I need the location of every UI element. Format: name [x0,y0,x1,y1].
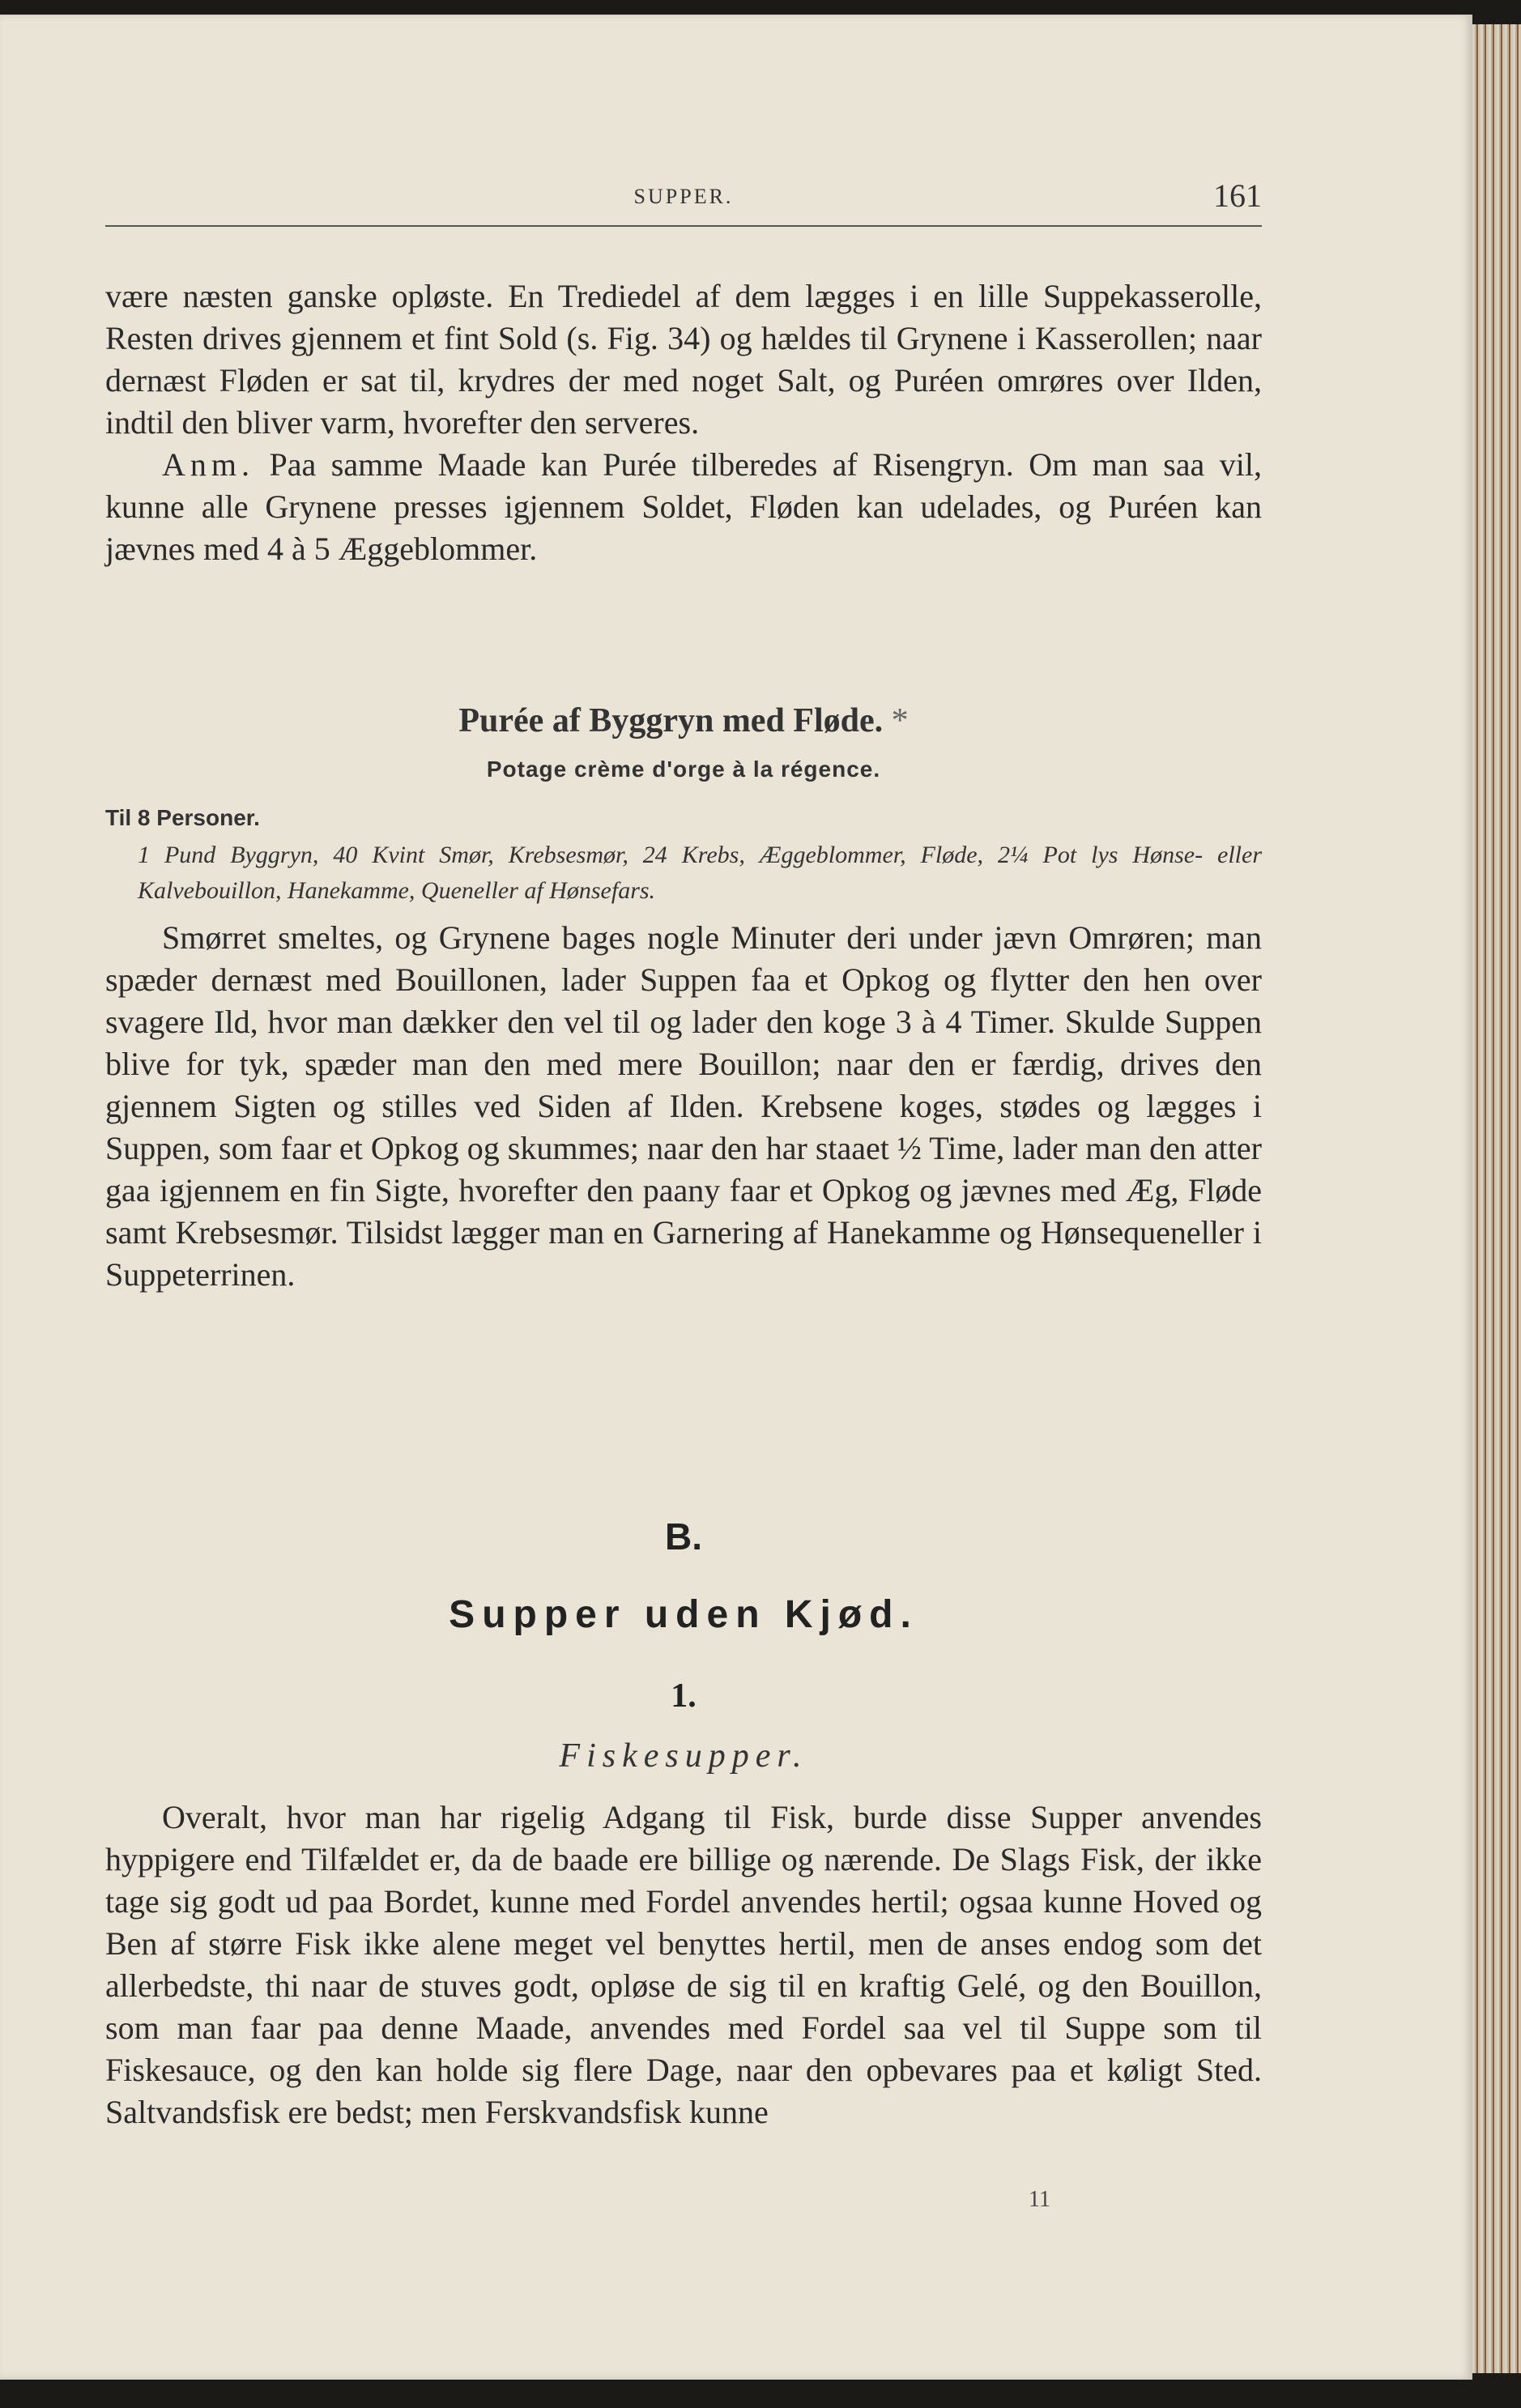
page-edges [1472,24,1521,2373]
section-letter: B. [665,1515,702,1558]
recipe-star: * [891,702,909,739]
method-paragraph: Smørret smeltes, og Grynene bages nogle Minuter deri under jævn Omrøren; man spæder dernæst med Bouillonen, lader Suppen faa et Opkog og flytter den hen over svagere Ild, hvor man dækker den vel til og lader den koge 3 à 4 Timer. Skulde Suppen blive for tyk, spæder man den med mere Bouillon; naar den er færdig, drives den gjennem Sigten og stilles ved Siden af Ilden. Krebsene koges, stødes og lægges i Suppen, som faar et Opkog og skummes; naar den har staaet ½ Time, lader man den atter gaa igjennem en fin Sigte, hvorefter den paany faar et Opkog og jævnes med Æg, Fløde samt Krebsesmør. Tilsidst lægger man en Garnering af Hanekamme og Hønsequeneller i Suppeterrinen. [105,919,1262,1293]
recipe-title-line [105,701,1262,740]
signature-mark: 11 [1029,2187,1050,2212]
note-paragraph [105,444,1262,570]
fish-paragraph: Overalt, hvor man har rigelig Adgang til Fisk, burde disse Supper anvendes hyppigere end Tilfældet er, da de baade ere billige og nærende. De Slags Fisk, der ikke tage sig godt ud paa Bordet, kunne med Fordel anvendes hertil; ogsaa kunne Hoved og Ben af større Fisk ikke alene meget vel benyttes hertil, men de anses endog som det allerbedste, thi naar de stuves godt, opløse de sig til en kraftig Gelé, og den Bouillon, som man faar paa denne Maade, anvendes med Fordel saa vel til Suppe som til Fiskesauce, og den kan holde sig flere Dage, naar den opbevares paa et køligt Sted. Saltvandsfisk ere bedst; men Ferskvandsfisk kunne [105,1799,1262,2130]
subsection-title: Fiskesupper. [559,1737,808,1775]
intro-paragraph: være næsten ganske opløste. En Trediedel af dem lægges i en lille Suppekasserolle, Resten drives gjennem et fint Sold (s. Fig. 34) og hældes til Grynene i Kasserollen; naar dernæst Fløden er sat til, krydres der med noget Salt, og Puréen omrøres over Ilden, indtil den bliver varm, hvorefter den serveres. [105,278,1262,441]
recipe-method [105,917,1262,1296]
running-head: SUPPER. [633,185,734,208]
recipe-ingredients: 1 Pund Byggryn, 40 Kvint Smør, Krebsesmør, 24 Krebs, Æggeblommer, Fløde, 2¼ Pot lys Hønse- eller Kalvebouillon, Hanekamme, Queneller af Hønsefars. [138,842,1262,904]
note-label: Anm. [162,446,254,483]
recipe-title: Purée af Byggryn med Fløde. [458,702,884,739]
note-text: Paa samme Maade kan Purée tilberedes af Risengryn. Om man saa vil, kunne alle Grynene presses igjennem Soldet, Fløden kan udelades, og Puréen kan jævnes med 4 à 5 Æggeblommer. [105,446,1262,567]
recipe-servings: Til 8 Personer. [105,805,260,830]
page-number: 161 [1213,177,1262,214]
fish-text [105,1796,1262,2133]
subsection-number: 1. [671,1677,697,1715]
page-header [105,177,1262,227]
intro-text [105,275,1262,570]
section-title: Supper uden Kjød. [449,1593,918,1636]
recipe-subtitle: Potage crème d'orge à la régence. [486,756,881,782]
